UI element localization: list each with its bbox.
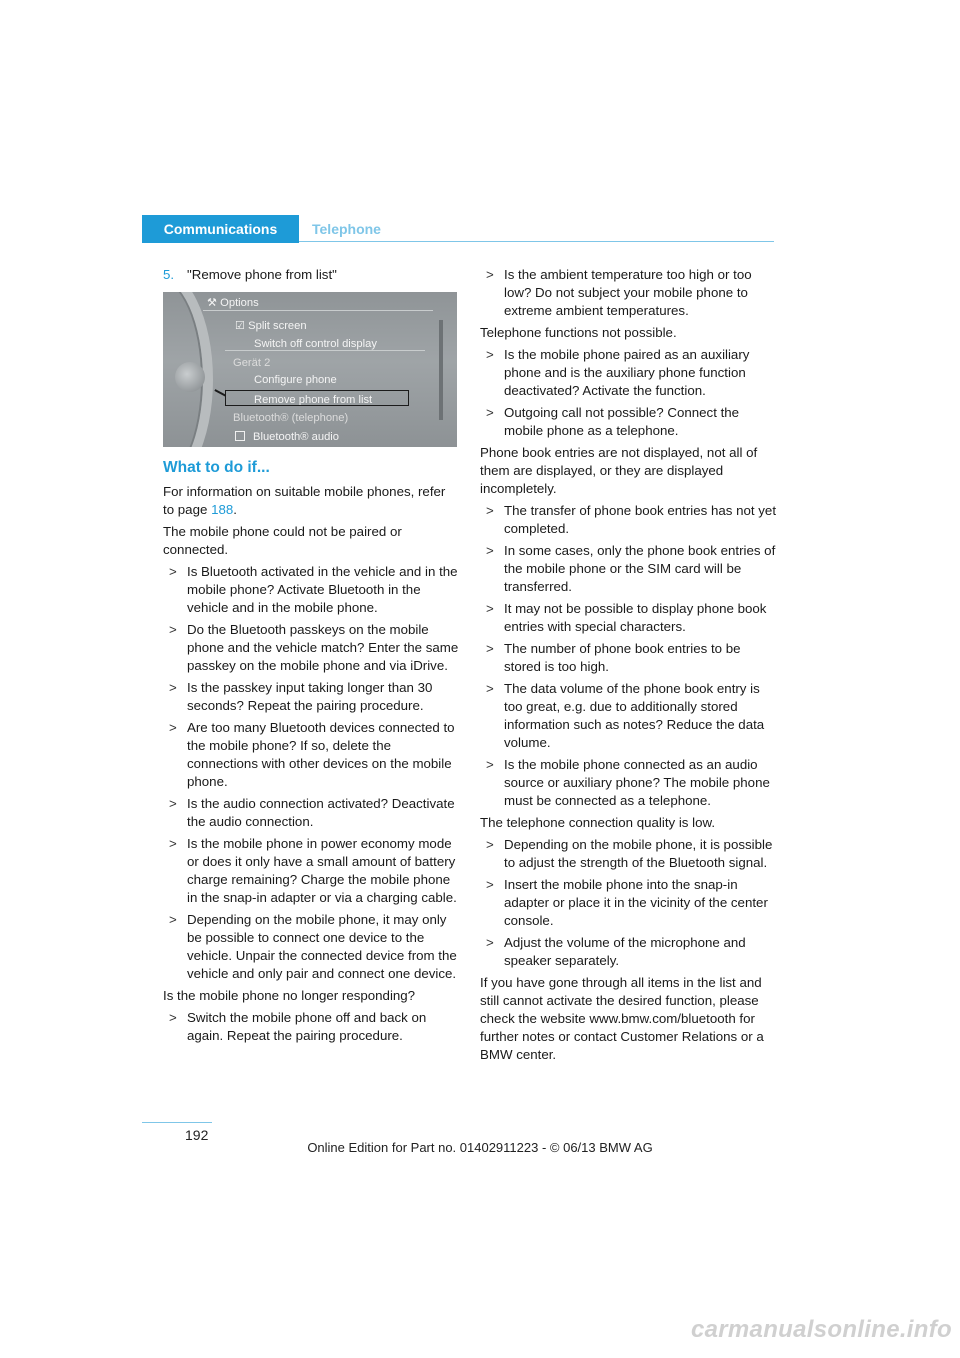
list-item: > Insert the mobile phone into the snap-in adapter or place it in the vicinity of the center console.: [486, 877, 768, 928]
list-item: > It may not be possible to display phone book entries with special characters.: [486, 601, 767, 634]
step-5: [163, 266, 460, 284]
section-tab-telephone: Telephone: [312, 221, 381, 237]
list-item: > Is the ambient temperature too high or too low? Do not subject your mobile phone to extreme ambient temperatures.: [486, 267, 752, 318]
menu-divider: [225, 350, 425, 351]
list-item: > Depending on the mobile phone, it is possible to adjust the strength of the Bluetooth signal.: [486, 837, 773, 870]
list-item: > Is the passkey input taking longer than 30 seconds? Repeat the pairing procedure.: [169, 680, 433, 713]
list-item: > Depending on the mobile phone, it may only be possible to connect one device to the vehicle. Unpair the connected device from the vehicle and only pair and connect one device.: [169, 912, 457, 981]
paragraph-closing: If you have gone through all items in the list and still cannot activate the desired function, please check the website www.bmw.com/bluetooth for further notes or contact Customer Relations or a BMW center.: [480, 975, 764, 1062]
list-item: > Switch the mobile phone off and back on again. Repeat the pairing procedure.: [169, 1010, 427, 1043]
list-item: > The data volume of the phone book entry is too great, e.g. due to additionally stored information such as notes? Reduce the data volume.: [486, 681, 765, 750]
menu-split-screen: ☑ Split screen: [235, 320, 307, 332]
menu-switch-off-display: Switch off control display: [254, 338, 377, 350]
page-number: 192: [185, 1127, 209, 1143]
list-item: > Is the mobile phone paired as an auxiliary phone and is the auxiliary phone function deactivated? Activate the function.: [486, 347, 750, 398]
bullet-list-phone-book: [480, 502, 777, 810]
menu-divider: [203, 310, 433, 311]
checkbox-icon: [235, 431, 245, 441]
bullet-list-responding: [163, 1009, 460, 1045]
header-rule: [299, 241, 774, 242]
controller-knob: [175, 362, 205, 392]
list-item: > The transfer of phone book entries has not yet completed.: [486, 503, 777, 536]
menu-configure-phone: Configure phone: [254, 374, 337, 386]
bullet-list-quality: [480, 836, 777, 970]
left-column: [163, 266, 460, 1049]
menu-options: ⚒ Options: [207, 297, 259, 309]
menu-remove-phone: Remove phone from list: [254, 394, 373, 406]
footer-rule: [142, 1122, 212, 1123]
checkmark-icon: ☑: [235, 320, 249, 332]
menu-bluetooth-audio: Bluetooth® audio: [235, 428, 339, 446]
paragraph-not-responding: Is the mobile phone no longer responding?: [163, 988, 416, 1003]
list-item: > Adjust the volume of the microphone and speaker separately.: [486, 935, 746, 968]
list-item: > The number of phone book entries to be stored is too high.: [486, 641, 741, 674]
list-item: > Do the Bluetooth passkeys on the mobile phone and the vehicle match? Enter the same passkey on the mobile phone and via iDrive.: [169, 622, 459, 673]
list-item: > Is the audio connection activated? Deactivate the audio connection.: [169, 796, 455, 829]
paragraph-quality: The telephone connection quality is low.: [480, 815, 716, 830]
right-column: [480, 266, 777, 1068]
list-item: > Is the mobile phone in power economy mode or does it only have a small amount of battery charge remaining? Charge the mobile phone in the snap-in adapter or via a charging cable.: [169, 836, 457, 905]
screen-scrollbar: [439, 320, 443, 420]
paragraph-functions: Telephone functions not possible.: [480, 325, 677, 340]
paragraph-suitable-phones: For information on suitable mobile phones, refer to page 188.: [163, 484, 446, 517]
menu-bluetooth-telephone: Bluetooth® (telephone): [233, 412, 349, 424]
idrive-screenshot: [163, 292, 457, 447]
page-header: [142, 215, 774, 243]
section-heading: What to do if...: [163, 459, 270, 476]
watermark: carmanualsonline.info: [690, 1316, 952, 1343]
step-number: 5.: [163, 267, 175, 282]
list-item: > Are too many Bluetooth devices connected to the mobile phone? If so, delete the connections with other devices on the mobile phone.: [169, 720, 455, 789]
section-tab-communications: Communications: [142, 215, 299, 243]
paragraph-not-paired: The mobile phone could not be paired or connected.: [163, 524, 402, 557]
step-text: "Remove phone from list": [187, 267, 337, 282]
bullet-list-pairing: [163, 563, 460, 983]
menu-device: Gerät 2: [233, 357, 271, 369]
list-item: > Is Bluetooth activated in the vehicle and in the mobile phone? Activate Bluetooth in the vehicle and in the mobile phone.: [169, 564, 458, 615]
page-link[interactable]: 188: [211, 502, 234, 517]
wrench-icon: ⚒: [207, 297, 221, 309]
list-item: > Is the mobile phone connected as an audio source or auxiliary phone? The mobile phone must be connected as a telephone.: [486, 757, 770, 808]
highlight-box: [225, 390, 409, 406]
bullet-list-functions: [480, 346, 777, 440]
paragraph-phone-book: Phone book entries are not displayed, not all of them are displayed, or they are displayed incompletely.: [480, 445, 758, 496]
edition-note: Online Edition for Part no. 01402911223 - © 06/13 BMW AG: [307, 1140, 653, 1155]
list-item: > Outgoing call not possible? Connect the mobile phone as a telephone.: [486, 405, 740, 438]
bullet-list-temperature: [480, 266, 777, 320]
list-item: > In some cases, only the phone book entries of the mobile phone or the SIM card will be transferred.: [486, 543, 776, 594]
